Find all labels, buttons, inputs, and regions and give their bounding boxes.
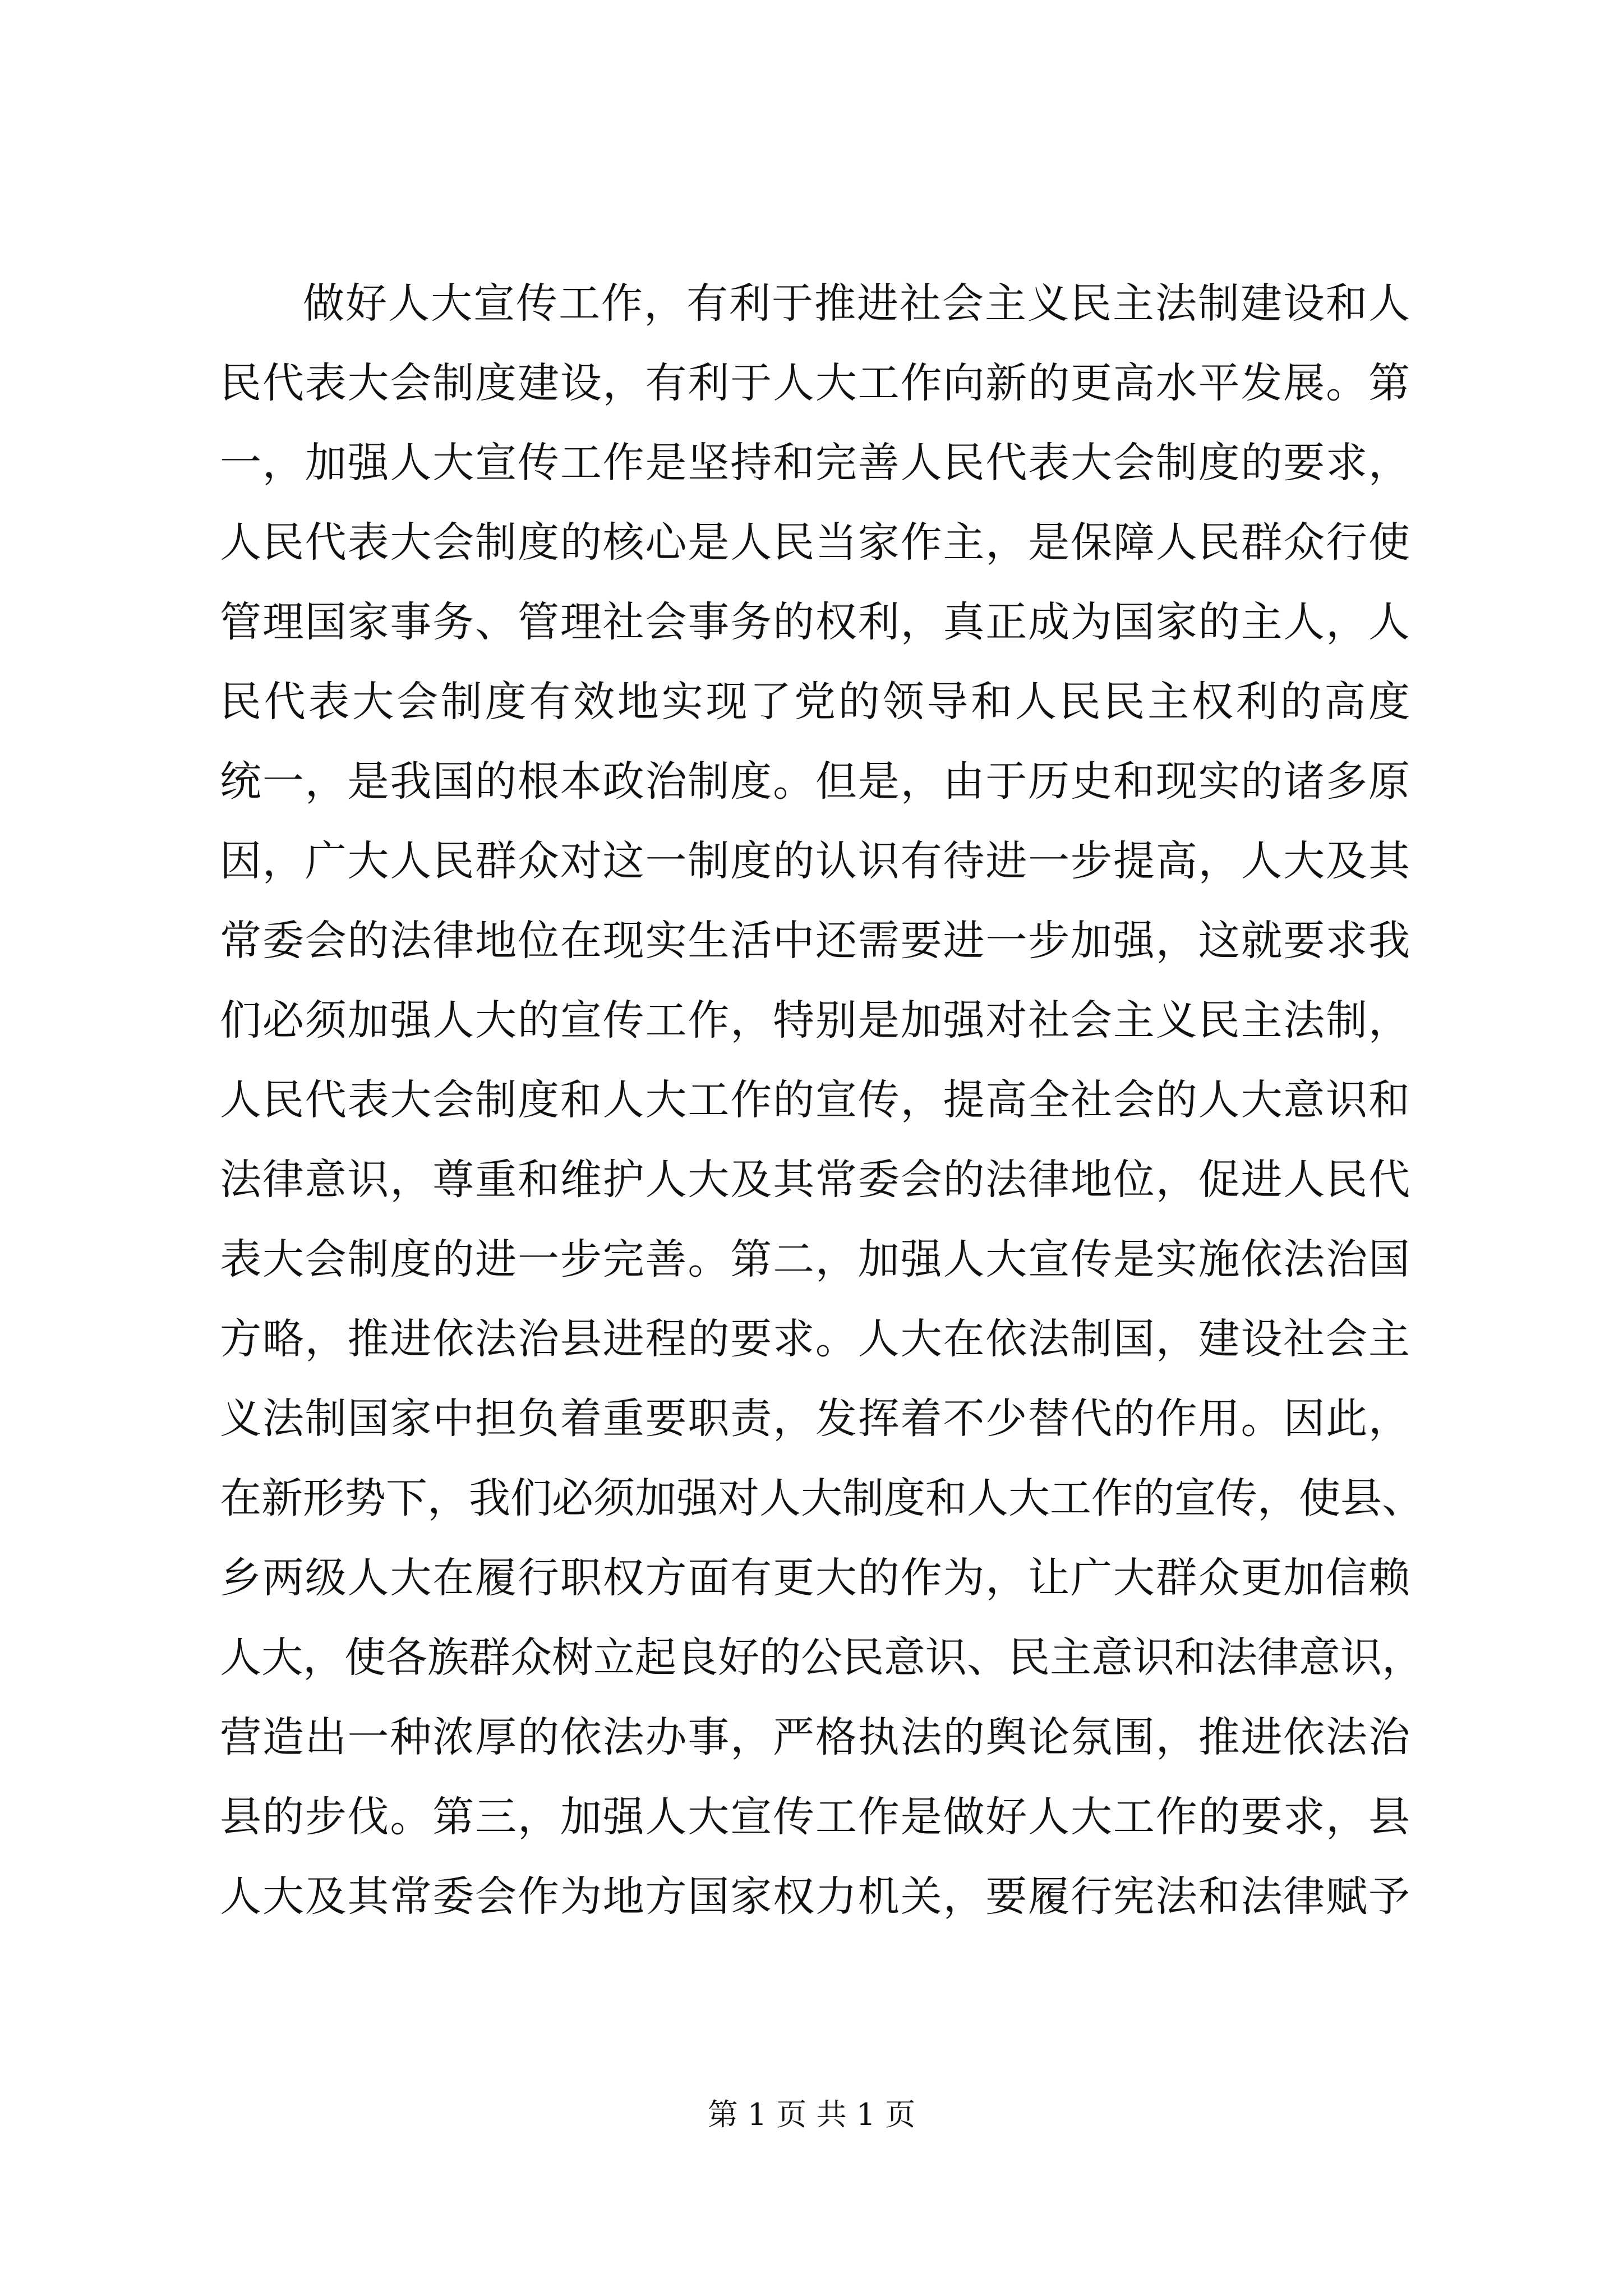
paragraph-line: 在新形势下，我们必须加强对人大制度和人大工作的宣传，使县、 [220, 1474, 1423, 1522]
paragraph-line: 一，加强人大宣传工作是坚持和完善人民代表大会制度的要求， [220, 439, 1410, 487]
paragraph-line: 方略，推进依法治县进程的要求。人大在依法制国，建设社会主 [220, 1315, 1410, 1363]
paragraph-line: 人民代表大会制度和人大工作的宣传，提高全社会的人大意识和 [220, 1076, 1410, 1124]
paragraph-line: 县的步伐。第三，加强人大宣传工作是做好人大工作的要求，县 [220, 1793, 1410, 1841]
page-number-footer: 第 1 页 共 1 页 [707, 2097, 916, 2132]
paragraph-line: 人大，使各族群众树立起良好的公民意识、民主意识和法律意识， [220, 1634, 1423, 1682]
paragraph-line: 民代表大会制度有效地实现了党的领导和人民民主权利的高度 [220, 678, 1410, 726]
paragraph-line: 因，广大人民群众对这一制度的认识有待进一步提高，人大及其 [220, 837, 1410, 885]
paragraph-line: 统一，是我国的根本政治制度。但是，由于历史和现实的诸多原 [220, 757, 1410, 806]
paragraph-line: 常委会的法律地位在现实生活中还需要进一步加强，这就要求我 [220, 917, 1410, 965]
paragraph-line: 民代表大会制度建设，有利于人大工作向新的更高水平发展。第 [220, 359, 1410, 407]
paragraph-line: 表大会制度的进一步完善。第二，加强人大宣传是实施依法治国 [220, 1235, 1410, 1283]
paragraph-line: 管理国家事务、管理社会事务的权利，真正成为国家的主人，人 [220, 598, 1410, 646]
paragraph-line: 乡两级人大在履行职权方面有更大的作为，让广大群众更加信赖 [220, 1554, 1410, 1602]
body-paragraph [220, 264, 1423, 1936]
paragraph-line: 人民代表大会制度的核心是人民当家作主，是保障人民群众行使 [220, 518, 1410, 567]
paragraph-line: 们必须加强人大的宣传工作，特别是加强对社会主义民主法制， [220, 996, 1410, 1045]
paragraph-line: 做好人大宣传工作，有利于推进社会主义民主法制建设和人 [303, 279, 1410, 328]
paragraph-line: 人大及其常委会作为地方国家权力机关，要履行宪法和法律赋予 [220, 1872, 1410, 1921]
paragraph-line: 义法制国家中担负着重要职责，发挥着不少替代的作用。因此， [220, 1395, 1410, 1443]
paragraph-line: 营造出一种浓厚的依法办事，严格执法的舆论氛围，推进依法治 [220, 1713, 1410, 1761]
paragraph-line: 法律意识，尊重和维护人大及其常委会的法律地位，促进人民代 [220, 1156, 1410, 1204]
